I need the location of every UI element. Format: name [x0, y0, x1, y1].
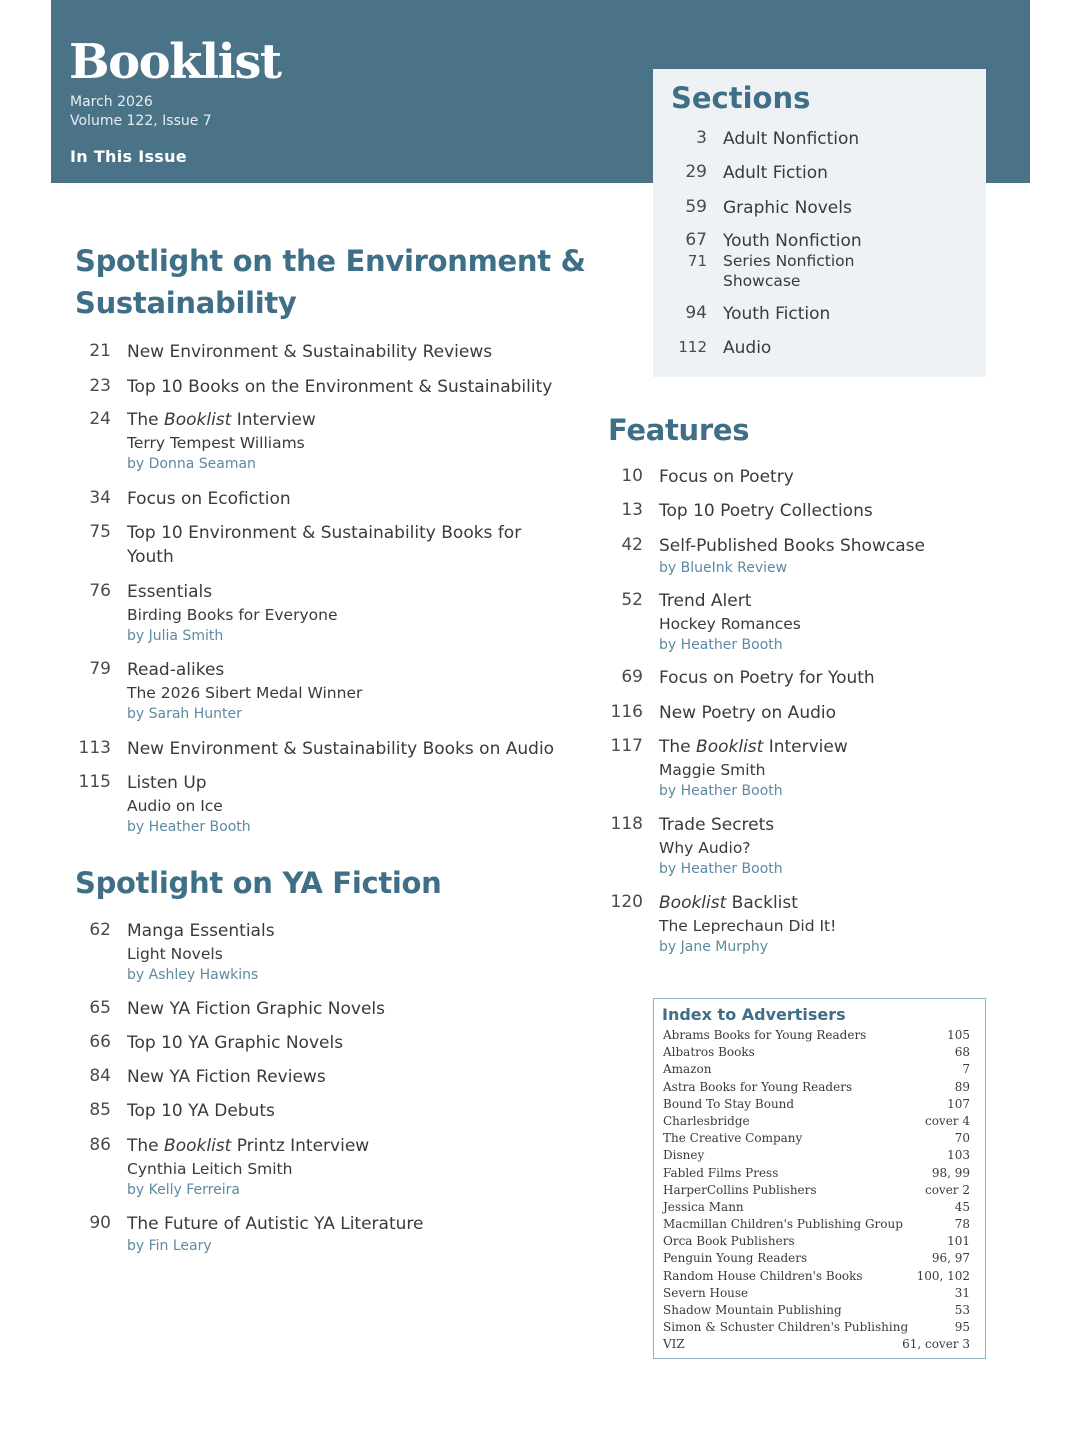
entry-subtitle: Birding Books for Everyone	[127, 606, 338, 624]
page-number: 21	[89, 341, 111, 361]
page-number: 115	[78, 772, 111, 792]
toc-entry[interactable]	[610, 701, 837, 725]
entry-title: Top 10 YA Graphic Novels	[127, 1033, 344, 1053]
entry-title: Top 10 Poetry Collections	[659, 501, 873, 521]
advertiser-page: 61, cover 3	[902, 1337, 970, 1352]
advertiser-row[interactable]	[663, 1130, 970, 1147]
entry-title: Read-alikes	[127, 660, 225, 680]
advertiser-row[interactable]	[663, 1147, 970, 1164]
page-number: 66	[89, 1032, 111, 1052]
issue-date: March 2026	[70, 94, 153, 110]
advertiser-page: 89	[954, 1079, 970, 1094]
page-number: 24	[89, 409, 111, 429]
advertiser-name: Bound To Stay Bound	[663, 1096, 795, 1111]
in-this-issue-label: In This Issue	[70, 147, 187, 166]
toc-entry[interactable]	[89, 1099, 275, 1123]
entry-subtitle: Maggie Smith	[659, 761, 766, 779]
advertiser-row[interactable]	[663, 1199, 970, 1216]
advertiser-page: 103	[947, 1148, 970, 1163]
page-number: 52	[621, 590, 643, 610]
entry-title: The Future of Autistic YA Literature	[127, 1214, 424, 1234]
entry-subtitle: The Leprechaun Did It!	[659, 917, 837, 935]
entry-title: Focus on Poetry for Youth	[659, 668, 875, 688]
page-number: 84	[89, 1066, 111, 1086]
page-number: 113	[78, 738, 111, 758]
advertiser-name: Fabled Films Press	[663, 1165, 779, 1180]
advertiser-page: 7	[962, 1062, 970, 1077]
advertiser-name: Amazon	[663, 1062, 712, 1077]
toc-entry[interactable]	[89, 340, 493, 364]
advertiser-name: Charlesbridge	[663, 1113, 750, 1128]
page-number: 23	[89, 376, 111, 396]
spotlight-environment-heading: Spotlight on the Environment & Sustainability	[75, 244, 586, 320]
toc-entry[interactable]	[89, 919, 275, 986]
advertiser-name: Abrams Books for Young Readers	[663, 1028, 867, 1042]
advertiser-name: Disney	[663, 1148, 705, 1163]
page-number: 112	[678, 338, 707, 356]
entry-title: Essentials	[127, 582, 213, 602]
advertiser-name: Random House Children's Books	[663, 1268, 863, 1283]
advertiser-page: cover 2	[924, 1182, 970, 1197]
page-number: 79	[89, 659, 111, 679]
advertiser-row[interactable]	[663, 1233, 970, 1250]
entry-title: New Environment & Sustainability Reviews	[127, 342, 493, 362]
page-number: 90	[89, 1213, 111, 1233]
advertiser-row[interactable]	[663, 1216, 970, 1233]
toc-entry[interactable]	[89, 375, 553, 399]
entry-byline: by Heather Booth	[659, 861, 783, 877]
toc-entry[interactable]	[610, 891, 837, 958]
entry-byline: by Sarah Hunter	[127, 706, 242, 722]
advertiser-page: 95	[954, 1320, 970, 1335]
advertiser-name: Macmillan Children's Publishing Group	[663, 1217, 903, 1232]
entry-subtitle: Cynthia Leitich Smith	[127, 1160, 293, 1178]
advertiser-row[interactable]	[663, 1061, 970, 1078]
section-entry[interactable]	[685, 161, 828, 185]
toc-entry[interactable]	[610, 813, 783, 880]
entry-byline: by Heather Booth	[659, 783, 783, 799]
entry-byline: by Donna Seaman	[127, 456, 256, 472]
toc-entry[interactable]	[621, 666, 875, 690]
section-title-continued: Showcase	[723, 272, 801, 290]
entry-title: Booklist Backlist	[659, 893, 798, 913]
page-number: 94	[685, 303, 707, 323]
entry-title: New YA Fiction Reviews	[127, 1067, 326, 1087]
entry-title: The Booklist Interview	[127, 410, 316, 430]
entry-title: The Booklist Interview	[659, 737, 848, 757]
advertiser-page: 96, 97	[931, 1251, 970, 1266]
page-number: 13	[621, 500, 643, 520]
toc-entry[interactable]	[621, 589, 801, 656]
entry-title: Top 10 Environment & Sustainability Books for Youth	[127, 523, 522, 567]
page-number: 71	[687, 252, 707, 270]
entry-byline: by Kelly Ferreira	[127, 1182, 240, 1198]
section-entry[interactable]	[687, 251, 855, 291]
advertiser-index	[653, 998, 986, 1359]
page-number: 3	[696, 128, 707, 148]
spotlight-ya-heading: Spotlight on YA Fiction	[75, 866, 442, 900]
entry-byline: by BlueInk Review	[659, 560, 788, 576]
page-number: 120	[610, 892, 643, 912]
advertiser-name: Orca Book Publishers	[663, 1234, 795, 1249]
entry-title: Manga Essentials	[127, 921, 275, 941]
section-title: Youth Nonfiction	[723, 231, 862, 251]
toc-entry[interactable]	[89, 1031, 344, 1055]
advertiser-page: 107	[947, 1096, 970, 1111]
entry-subtitle: The 2026 Sibert Medal Winner	[127, 684, 363, 702]
section-title: Adult Nonfiction	[723, 129, 860, 149]
entry-title: New Poetry on Audio	[659, 703, 837, 723]
section-entry[interactable]	[696, 127, 860, 151]
page-number: 75	[89, 522, 111, 542]
page-number: 29	[685, 162, 707, 182]
entry-subtitle: Why Audio?	[659, 839, 751, 857]
advertiser-page: 105	[947, 1028, 970, 1042]
page-number: 62	[89, 920, 111, 940]
section-title: Youth Fiction	[723, 304, 831, 324]
advertiser-page: 70	[954, 1131, 970, 1146]
advertiser-page: 31	[954, 1285, 970, 1300]
page-number: 65	[89, 998, 111, 1018]
entry-title: Trade Secrets	[659, 815, 775, 835]
toc-entry[interactable]	[89, 1134, 370, 1201]
section-title: Audio	[723, 338, 772, 358]
entry-title: Trend Alert	[659, 591, 752, 611]
entry-subtitle: Terry Tempest Williams	[127, 434, 305, 452]
entry-title: Focus on Poetry	[659, 467, 794, 487]
page-number: 117	[610, 736, 643, 756]
sections-box	[653, 69, 986, 377]
advertiser-page: 45	[954, 1199, 970, 1214]
toc-entry[interactable]	[78, 737, 555, 761]
toc-entry[interactable]	[89, 521, 527, 569]
toc-entry[interactable]	[89, 1065, 326, 1089]
advertiser-name: The Creative Company	[663, 1131, 803, 1146]
toc-entry[interactable]	[89, 408, 316, 475]
section-entry[interactable]	[678, 336, 772, 360]
entry-subtitle: Light Novels	[127, 945, 223, 963]
toc-entry[interactable]	[610, 735, 848, 802]
toc-entry[interactable]	[621, 465, 794, 489]
entry-title: Top 10 YA Debuts	[127, 1101, 275, 1121]
entry-title: The Booklist Printz Interview	[127, 1136, 370, 1156]
entry-byline: by Heather Booth	[127, 819, 251, 835]
entry-subtitle: Hockey Romances	[659, 615, 801, 633]
advertiser-row[interactable]	[663, 1319, 970, 1336]
advertiser-row[interactable]	[663, 1079, 970, 1096]
advertiser-page: 78	[954, 1217, 970, 1232]
toc-entry[interactable]	[621, 499, 873, 523]
advertiser-name: Albatros Books	[663, 1045, 755, 1060]
advertiser-row[interactable]	[663, 1336, 970, 1353]
section-title: Graphic Novels	[723, 198, 852, 218]
advertiser-name: Astra Books for Young Readers	[663, 1079, 853, 1094]
entry-title: Listen Up	[127, 773, 207, 793]
advertiser-index-title: Index to Advertisers	[662, 1005, 846, 1024]
advertiser-row[interactable]	[663, 1285, 970, 1302]
features-heading: Features	[608, 413, 750, 447]
toc-entry[interactable]	[89, 580, 338, 647]
page-number: 34	[89, 488, 111, 508]
entry-title: Top 10 Books on the Environment & Sustainability	[127, 377, 553, 397]
booklist-logo: Booklist	[69, 34, 281, 90]
sections-title: Sections	[671, 81, 811, 115]
advertiser-name: Shadow Mountain Publishing	[663, 1303, 842, 1317]
advertiser-name: Penguin Young Readers	[663, 1251, 808, 1266]
advertiser-page: 98, 99	[931, 1165, 970, 1180]
advertiser-row[interactable]	[663, 1113, 970, 1130]
advertiser-row[interactable]	[663, 1096, 970, 1113]
advertiser-name: Severn House	[663, 1285, 749, 1300]
advertiser-name: Jessica Mann	[663, 1199, 744, 1214]
page-number: 85	[89, 1100, 111, 1120]
toc-entry[interactable]	[89, 1212, 424, 1257]
page-number: 42	[621, 535, 643, 555]
toc-entry[interactable]	[89, 658, 363, 725]
page-number: 116	[610, 702, 643, 722]
entry-byline: by Jane Murphy	[659, 939, 769, 955]
page-number: 59	[685, 197, 707, 217]
page-number: 69	[621, 667, 643, 687]
entry-byline: by Heather Booth	[659, 637, 783, 653]
entry-byline: by Fin Leary	[127, 1238, 212, 1254]
page-number: 67	[685, 230, 707, 250]
advertiser-name: Simon & Schuster Children's Publishing	[663, 1320, 909, 1335]
page-number: 86	[89, 1135, 111, 1155]
advertiser-row[interactable]	[663, 1250, 970, 1267]
section-entry[interactable]	[685, 302, 831, 326]
advertiser-name: VIZ	[663, 1337, 685, 1352]
advertiser-row[interactable]	[663, 1302, 970, 1319]
advertiser-page: 101	[947, 1234, 970, 1249]
advertiser-page: cover 4	[924, 1113, 970, 1128]
entry-subtitle: Audio on Ice	[127, 797, 223, 815]
advertiser-page: 100, 102	[916, 1268, 970, 1283]
section-title: Adult Fiction	[723, 163, 828, 183]
entry-title: New YA Fiction Graphic Novels	[127, 999, 385, 1019]
section-entry[interactable]	[685, 196, 852, 220]
advertiser-name: HarperCollins Publishers	[663, 1182, 817, 1197]
advertiser-row[interactable]	[663, 1165, 970, 1182]
entry-title: New Environment & Sustainability Books on Audio	[127, 739, 555, 759]
advertiser-row[interactable]	[663, 1044, 970, 1061]
entry-title: Self-Published Books Showcase	[659, 536, 925, 556]
toc-entry[interactable]	[621, 534, 925, 579]
advertiser-row[interactable]	[663, 1027, 970, 1044]
toc-entry[interactable]	[89, 487, 291, 511]
advertiser-page: 53	[954, 1303, 970, 1317]
page-number: 118	[610, 814, 643, 834]
advertiser-page: 68	[954, 1045, 970, 1060]
toc-entry[interactable]	[89, 997, 385, 1021]
issue-volume: Volume 122, Issue 7	[70, 113, 212, 129]
page-number: 76	[89, 581, 111, 601]
toc-entry[interactable]	[78, 771, 251, 838]
advertiser-row[interactable]	[663, 1182, 970, 1199]
entry-title: Focus on Ecofiction	[127, 489, 291, 509]
advertiser-list	[663, 1027, 970, 1354]
entry-byline: by Ashley Hawkins	[127, 967, 259, 983]
entry-byline: by Julia Smith	[127, 628, 224, 644]
advertiser-row[interactable]	[663, 1268, 970, 1285]
section-entry[interactable]	[685, 229, 862, 253]
page-number: 10	[621, 466, 643, 486]
section-title: Series Nonfiction	[723, 252, 855, 270]
